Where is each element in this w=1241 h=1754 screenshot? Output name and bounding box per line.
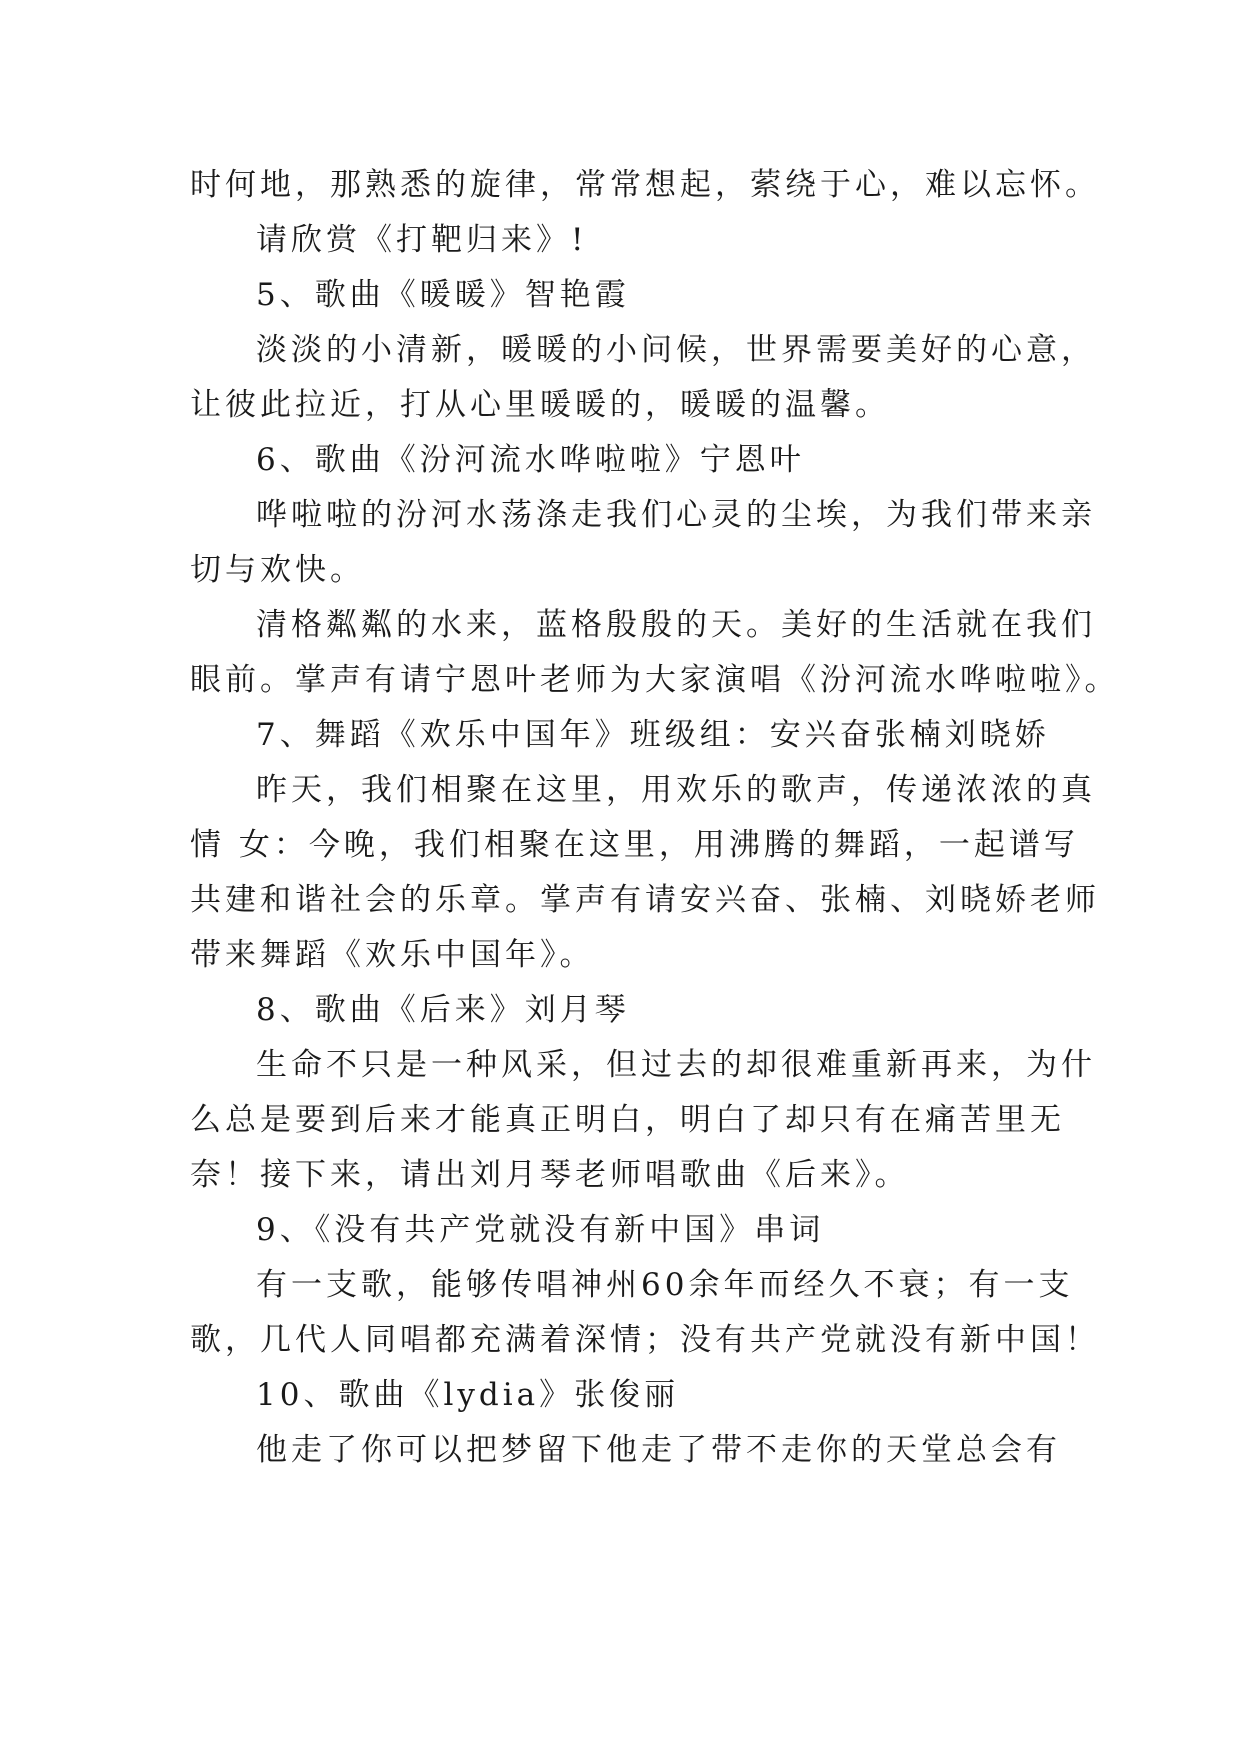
text-line: 情 女：今晚，我们相聚在这里，用沸腾的舞蹈，一起谱写 <box>190 827 1079 863</box>
section-heading: 10、歌曲《lydia》张俊丽 <box>256 1377 680 1413</box>
section-heading: 7、舞蹈《欢乐中国年》班级组：安兴奋张楠刘晓娇 <box>256 717 1050 753</box>
text-line: 么总是要到后来才能真正明白，明白了却只有在痛苦里无 <box>190 1102 1065 1138</box>
text-line: 请欣赏《打靶归来》! <box>256 222 588 258</box>
text-line: 带来舞蹈《欢乐中国年》。 <box>190 937 595 973</box>
text-line: 共建和谐社会的乐章。掌声有请安兴奋、张楠、刘晓娇老师 <box>190 882 1100 918</box>
text-line: 昨天，我们相聚在这里，用欢乐的歌声，传递浓浓的真 <box>256 772 1096 808</box>
text-line: 哗啦啦的汾河水荡涤走我们心灵的尘埃，为我们带来亲 <box>256 497 1096 533</box>
text-line: 淡淡的小清新，暖暖的小问候，世界需要美好的心意， <box>256 332 1096 368</box>
text-line: 切与欢快。 <box>190 552 365 588</box>
text-line: 歌，几代人同唱都充满着深情；没有共产党就没有新中国！ <box>190 1322 1100 1358</box>
text-line: 眼前。掌声有请宁恩叶老师为大家演唱《汾河流水哗啦啦》。 <box>190 662 1120 698</box>
section-heading: 8、歌曲《后来》刘月琴 <box>256 992 630 1028</box>
text-line: 有一支歌，能够传唱神州60余年而经久不衰；有一支 <box>256 1267 1074 1303</box>
text-line: 清格粼粼的水来，蓝格殷殷的天。美好的生活就在我们 <box>256 607 1096 643</box>
text-line: 奈！接下来，请出刘月琴老师唱歌曲《后来》。 <box>190 1157 910 1193</box>
text-line: 时何地，那熟悉的旋律，常常想起，萦绕于心，难以忘怀。 <box>190 167 1100 203</box>
text-line: 生命不只是一种风采，但过去的却很难重新再来，为什 <box>256 1047 1096 1083</box>
text-line: 让彼此拉近，打从心里暖暖的，暖暖的温馨。 <box>190 387 890 423</box>
section-heading: 5、歌曲《暖暖》智艳霞 <box>256 277 630 313</box>
text-line: 他走了你可以把梦留下他走了带不走你的天堂总会有 <box>256 1432 1061 1468</box>
section-heading: 9、《没有共产党就没有新中国》串词 <box>256 1212 825 1248</box>
section-heading: 6、歌曲《汾河流水哗啦啦》宁恩叶 <box>256 442 805 478</box>
